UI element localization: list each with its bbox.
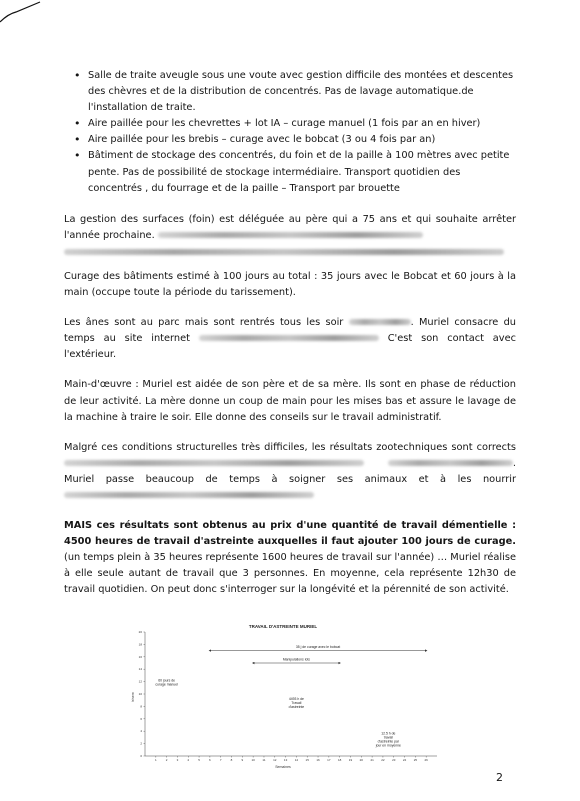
chart-annotation: 4493 h de Travail d'astreinte <box>288 697 305 710</box>
y-tick-label: 2 <box>140 741 142 746</box>
x-tick-label: 18 <box>337 758 342 762</box>
x-tick-label: 16 <box>316 758 320 762</box>
x-tick-label: 12 <box>273 758 277 762</box>
x-tick-label: 1 <box>154 758 157 762</box>
chart-y-label: h/sem <box>131 692 135 702</box>
redacted-text <box>64 492 314 498</box>
y-tick-label: 12 <box>138 679 142 684</box>
y-tick-label: 4 <box>140 729 142 734</box>
x-tick-label: 13 <box>283 758 288 762</box>
y-tick-label: 14 <box>138 667 142 672</box>
paragraph-conclusion: MAIS ces résultats sont obtenus au prix d'une quantité de travail démentielle : 4500 heures de travail d'astreinte auxquelles il faut ajouter 100 jours de curage. (un temps plein à 35 heures représente 1600 heures de travail sur l'année) … Muriel réalise à elle seule autant de travail que 3 personnes. En moyenne, cela représente 12h30 de travail quotidien. On peut donc s'interroger sur la longévité et la pérennité de son activité. <box>64 520 516 596</box>
x-tick-label: 17 <box>327 758 331 762</box>
redacted-text <box>64 460 364 466</box>
y-tick-label: 20 <box>138 630 142 634</box>
list-item: • Aire paillée pour les brebis – curage avec le bobcat (3 ou 4 fois par an) <box>76 132 516 148</box>
x-tick-label: 19 <box>348 758 353 762</box>
x-tick-label: 4 <box>187 758 190 762</box>
x-tick-label: 26 <box>424 758 428 762</box>
x-tick-label: 22 <box>381 758 385 762</box>
x-tick-label: 10 <box>251 758 255 762</box>
y-tick-label: 0 <box>140 754 142 758</box>
list-item: • Bâtiment de stockage des concentrés, du foin et de la paille à 100 mètres avec petite pente. Pas de possibilité de stockage intermédiaire. Transport quotidien des concentrés , du fourrage et de la paille – Transport par brouette <box>76 148 516 196</box>
workload-chart <box>125 622 445 772</box>
x-tick-label: 14 <box>294 758 299 762</box>
corner-mark <box>0 0 50 30</box>
y-tick-label: 16 <box>138 654 142 659</box>
chart-annotation: 60 jours de curage manuel <box>155 678 178 687</box>
chart-annotation: 12.5 h de travail d'astreinte par jour en moyenne <box>375 731 401 748</box>
x-tick-label: 23 <box>392 758 396 762</box>
x-tick-label: 5 <box>198 758 200 762</box>
x-tick-label: 15 <box>305 758 309 762</box>
chart-plot-area <box>139 630 437 762</box>
y-tick-label: 18 <box>138 642 142 647</box>
arrow-label: Manipulations lots <box>282 657 310 662</box>
equipment-list <box>64 68 516 197</box>
x-tick-label: 11 <box>262 758 266 762</box>
redacted-text <box>64 249 504 255</box>
x-tick-label: 20 <box>359 758 363 762</box>
paragraph-gestion: La gestion des surfaces (foin) est déléguée au père qui a 75 ans et qui souhaite arrêter l'année prochaine. <box>64 212 516 255</box>
y-tick-label: 10 <box>138 692 142 696</box>
x-tick-label: 8 <box>230 758 233 762</box>
chart-x-label: Semaines <box>275 765 291 769</box>
document-body <box>64 68 516 613</box>
x-tick-label: 9 <box>241 758 244 762</box>
chart-title: TRAVAIL D'ASTREINTE MURIEL <box>248 624 318 629</box>
y-tick-label: 6 <box>140 716 142 721</box>
x-tick-label: 7 <box>219 758 222 762</box>
paragraph-anes: Les ânes sont au parc mais sont rentrés tous les soir . Muriel consacre du temps au site internet C'est son contact avec l'extérieur. <box>64 317 517 361</box>
list-item: • Aire paillée pour les chevrettes + lot IA – curage manuel (1 fois par an en hiver) <box>76 116 516 132</box>
redacted-text <box>388 460 513 466</box>
redacted-text <box>199 335 379 341</box>
x-tick-label: 24 <box>402 758 407 762</box>
page-number: 2 <box>496 771 503 784</box>
paragraph-malgre: Malgré ces conditions structurelles très difficiles, les résultats zootechniques sont corrects . Muriel passe beaucoup de temps à soigner ses animaux et à les nourrir <box>64 440 516 504</box>
x-tick-label: 25 <box>413 758 418 762</box>
x-tick-label: 6 <box>209 758 211 762</box>
redacted-text <box>349 319 411 325</box>
arrow-label: 35 j de curage avec le bobcat <box>295 645 341 650</box>
x-tick-label: 3 <box>176 758 179 762</box>
y-tick-label: 8 <box>140 704 142 709</box>
list-item: • Salle de traite aveugle sous une voute avec gestion difficile des montées et descentes des chèvres et de la distribution de concentrés. Pas de lavage automatique.de l'installation de traite. <box>76 68 516 116</box>
paragraph-main-doeuvre: Main-d'œuvre : Muriel est aidée de son père et de sa mère. Ils sont en phase de réduction de leur activité. La mère donne un coup de main pour les mises bas et assure le lavage de la machine à traire le soir. Elle donne des conseils sur le travail administratif. <box>64 379 516 423</box>
paragraph-curage: Curage des bâtiments estimé à 100 jours au total : 35 jours avec le Bobcat et 60 jours à la main (occupe toute la période du tarissement). <box>64 270 516 299</box>
x-tick-label: 21 <box>370 758 374 762</box>
redacted-text <box>158 232 423 238</box>
x-tick-label: 2 <box>165 758 168 762</box>
